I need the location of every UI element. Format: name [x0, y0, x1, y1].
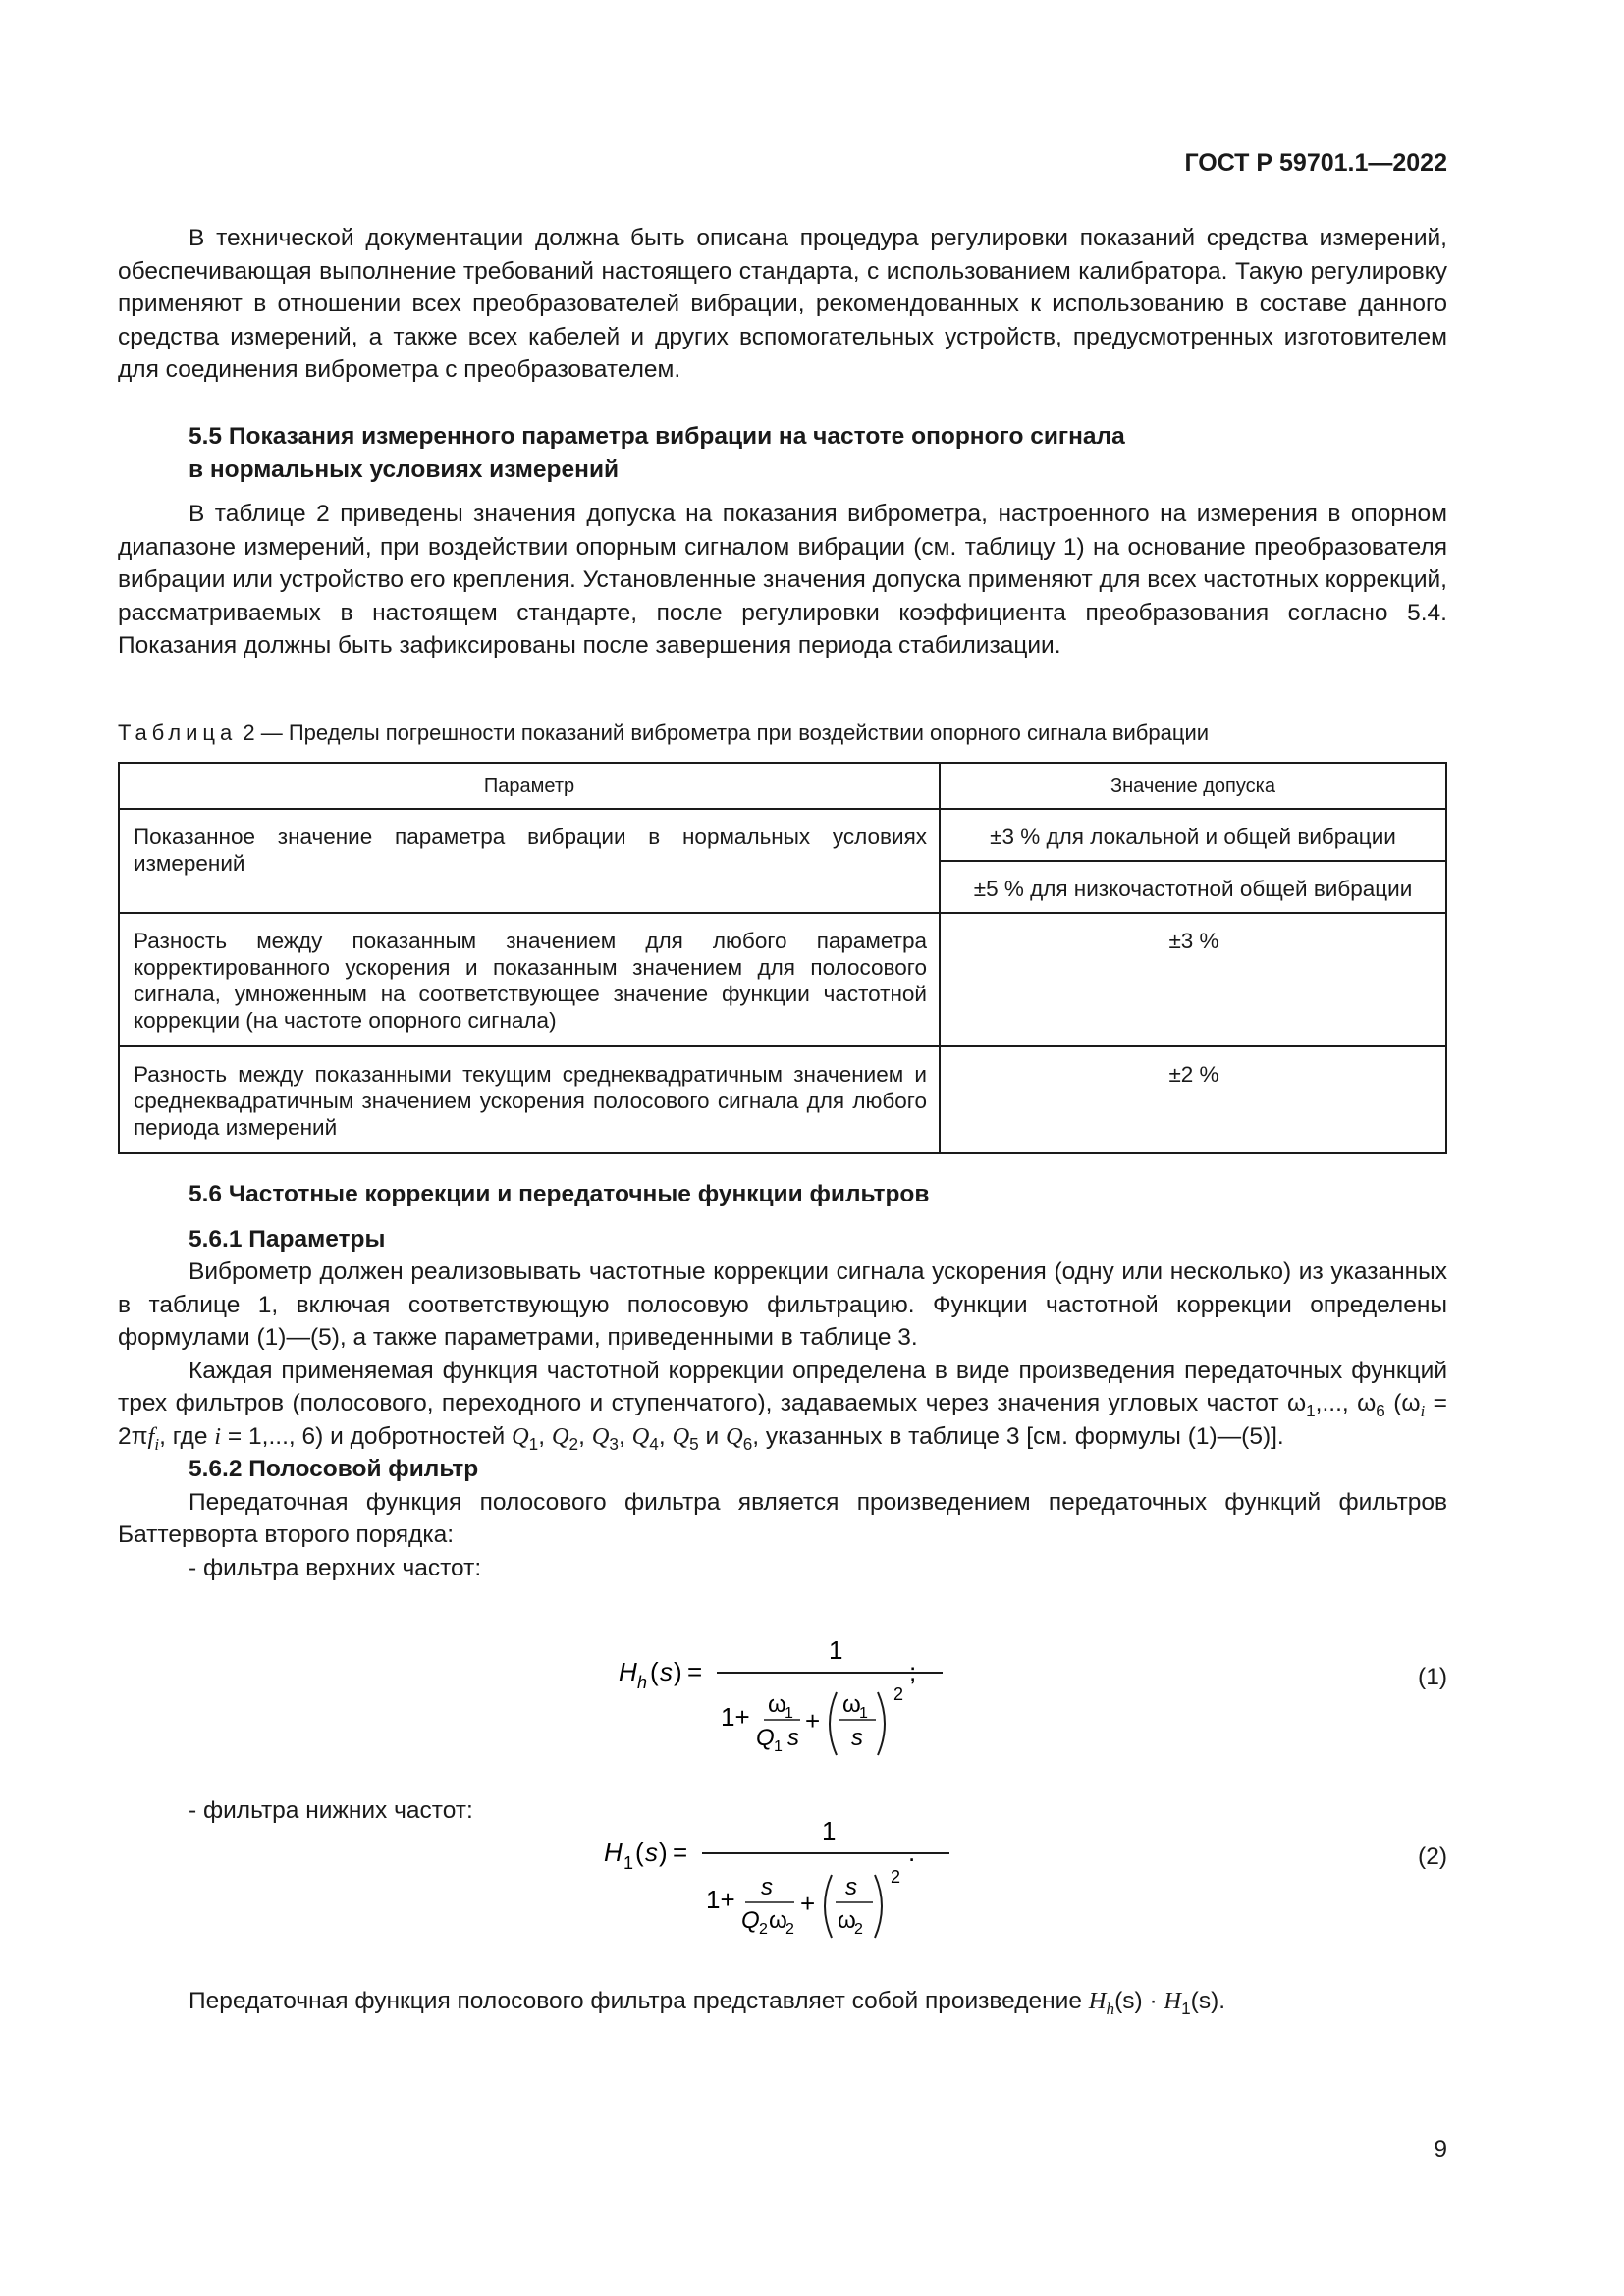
svg-text:ω: ω	[842, 1691, 861, 1718]
svg-text:1: 1	[859, 1705, 868, 1722]
svg-text:Q: Q	[741, 1907, 760, 1934]
equation-1	[619, 1629, 1090, 1767]
section-5-6-1-title: 5.6.1 Параметры	[189, 1225, 386, 1253]
svg-text:1: 1	[623, 1853, 634, 1873]
svg-text:H: H	[604, 1838, 623, 1867]
svg-text:1: 1	[785, 1705, 793, 1722]
svg-text:ω: ω	[768, 1691, 786, 1718]
svg-text:(: (	[650, 1657, 659, 1686]
section-5-6-2-title: 5.6.2 Полосовой фильтр	[189, 1456, 479, 1482]
svg-text:s: s	[851, 1725, 863, 1751]
bandpass-product-sentence: Передаточная функция полосового фильтра представляет собой произведение $H_h(s) \cdot H_1(s)$.	[189, 1988, 1226, 2018]
table-cell-value: ±3 % для локальной и общей вибрации	[940, 809, 1446, 861]
svg-text:s: s	[761, 1874, 773, 1900]
svg-text:2: 2	[854, 1921, 863, 1938]
table-row	[119, 913, 1446, 1046]
section-5-5-title-line2: в нормальных условиях измерений	[189, 455, 620, 483]
svg-text:+: +	[805, 1706, 821, 1735]
svg-text:H: H	[619, 1657, 637, 1686]
svg-text:1: 1	[829, 1635, 843, 1665]
svg-text:;: ;	[909, 1657, 917, 1686]
svg-text:2: 2	[891, 1867, 901, 1887]
svg-text:h: h	[637, 1673, 648, 1692]
section-5-6-2-paragraph: Передаточная функция полосового фильтра является произведением передаточных функций фильтров Баттерворта второго порядка:	[118, 1488, 1447, 1548]
table-cell-value: ±2 %	[940, 1046, 1446, 1153]
svg-text:+: +	[800, 1889, 816, 1918]
svg-text:2: 2	[759, 1921, 768, 1938]
svg-text:s: s	[787, 1725, 799, 1751]
section-5-6-1-paragraph1: Виброметр должен реализовывать частотные коррекции сигнала ускорения (одну или несколько) из указанных в таблице 1, включая соответствующую полосовую фильтрацию. Функции частотной коррекции определены формулами (1)—(5), а также параметрами, приведенными в таблице 3.	[118, 1258, 1447, 1351]
section-5-5-title-line1: 5.5 Показания измеренного параметра вибрации на частоте опорного сигнала	[189, 423, 1125, 450]
intro-paragraph: В технической документации должна быть описана процедура регулировки показаний средства измерений, обеспечивающая выполнение требований настоящего стандарта, с использованием калибратора. Такую регулировку применяют в отношении всех преобразователей вибрации, рекомендованных к использованию в составе данного средства измерений, а также всех кабелей и других вспомогательных устройств, предусмотренных изготовителем для соединения виброметра с преобразователем.	[118, 225, 1447, 383]
table-cell-param: Показанное значение параметра вибрации в нормальных условиях измерений	[119, 809, 940, 913]
table-row	[119, 809, 1446, 861]
page-number: 9	[1434, 2136, 1447, 2163]
svg-text:1+: 1+	[706, 1885, 735, 1914]
table2-caption	[118, 721, 1209, 746]
section-5-6-1-paragraph2: Каждая применяемая функция частотной коррекции определена в виде произведения передаточных функций трех фильтров (полосового, переходного и ступенчатого), задаваемых через значения угловых частот $\omega_1$,..., $\omega_6$ ($\omega_i = 2\pi f_i$, где i = 1,..., 6) и добротностей $Q_1$, $Q_2$, $Q_3$, $Q_4$, $Q_5$ и $Q_6$, указанных в таблице 3 [см. формулы (1)—(5)].	[118, 1357, 1447, 1454]
table-header-row	[119, 763, 1446, 809]
svg-text:): )	[674, 1657, 682, 1686]
svg-text:1: 1	[774, 1738, 783, 1755]
equation-2-number: (2)	[1418, 1843, 1447, 1870]
svg-text:2: 2	[785, 1921, 794, 1938]
svg-text:2: 2	[893, 1684, 904, 1704]
svg-text:ω: ω	[769, 1907, 787, 1934]
table-cell-param: Разность между показанным значением для любого параметра корректированного ускорения и показанным значением для полосового сигнала, умноженным на соответствующее значение функции частотной коррекции (на частоте опорного сигнала)	[119, 913, 940, 1046]
svg-text:s: s	[660, 1657, 673, 1686]
table-cell-param: Разность между показанными текущим среднеквадратичным значением и среднеквадратичным значением ускорения полосового сигнала для любого периода измерений	[119, 1046, 940, 1153]
svg-text:s: s	[845, 1874, 857, 1900]
section-5-6-title: 5.6 Частотные коррекции и передаточные функции фильтров	[189, 1181, 930, 1207]
table-col-param: Параметр	[119, 763, 940, 809]
table-row	[119, 1046, 1446, 1153]
svg-text:1: 1	[822, 1816, 837, 1845]
table-cell-value: ±5 % для низкочастотной общей вибрации	[940, 861, 1446, 913]
equation-2	[604, 1806, 1075, 1953]
table-col-value: Значение допуска	[940, 763, 1446, 809]
table-cell-value: ±3 %	[940, 913, 1446, 1046]
svg-text:.: .	[908, 1838, 916, 1867]
section-5-5-paragraph: В таблице 2 приведены значения допуска на показания виброметра, настроенного на измерения в опорном диапазоне измерений, при воздействии опорным сигналом вибрации (см. таблицу 1) на основание преобразователя вибрации или устройство его крепления. Установленные значения допуска применяют для всех частотных коррекций, рассматриваемых в настоящем стандарте, после регулировки коэффициента преобразования согласно 5.4. Показания должны быть зафиксированы после завершения периода стабилизации.	[118, 501, 1447, 659]
svg-text:s: s	[645, 1838, 658, 1867]
svg-text:): )	[659, 1838, 668, 1867]
svg-text:Q: Q	[756, 1725, 775, 1751]
table2-caption-word: Таблица	[118, 721, 238, 745]
svg-text:(: (	[635, 1838, 644, 1867]
highpass-label: - фильтра верхних частот:	[189, 1554, 482, 1581]
svg-text:ω: ω	[838, 1907, 856, 1934]
equation-1-number: (1)	[1418, 1664, 1447, 1690]
table2-caption-rest: 2 — Пределы погрешности показаний виброметра при воздействии опорного сигнала вибрации	[243, 721, 1210, 745]
svg-text:1+: 1+	[721, 1702, 750, 1732]
standard-header: ГОСТ Р 59701.1—2022	[1184, 149, 1447, 177]
svg-text:=: =	[673, 1838, 688, 1867]
lowpass-label: - фильтра нижних частот:	[189, 1797, 473, 1824]
svg-text:=: =	[687, 1657, 703, 1686]
table2	[118, 762, 1447, 1154]
